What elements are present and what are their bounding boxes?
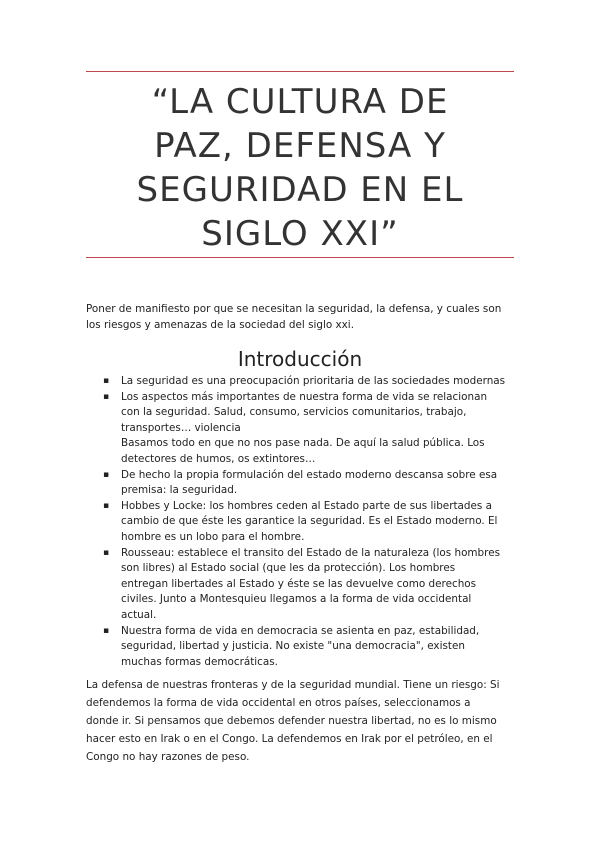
list-item-line: De hecho la propia formulación del estado moderno descansa sobre esa: [121, 468, 498, 481]
list-item-line: detectores de humos, os extintores…: [121, 452, 316, 465]
list-item-line: actual.: [121, 608, 157, 621]
intro-paragraph: [86, 301, 526, 333]
list-item-line: hombre es un lobo para el hombre.: [121, 530, 305, 543]
list-item-line: Rousseau: establece el transito del Estado de la naturaleza (los hombres: [121, 546, 500, 559]
list-item-line: Hobbes y Locke: los hombres ceden al Estado parte de sus libertades a: [121, 499, 492, 512]
bullet-icon: ▪: [103, 500, 110, 511]
list-item: [86, 624, 526, 671]
title-line: “LA CULTURA DE: [151, 82, 449, 122]
list-item-line: seguridad, libertad y justicia. No existe "una democracia", existen: [121, 640, 465, 653]
bullet-icon: ▪: [103, 391, 110, 402]
list-item-line: Los aspectos más importantes de nuestra forma de vida se relacionan: [121, 390, 488, 403]
list-item-line: son libres) al Estado social (que les da protección). Los hombres: [121, 562, 456, 575]
bullet-list: [86, 374, 526, 670]
list-item: [86, 546, 526, 624]
list-item-line: muchas formas democráticas.: [121, 655, 278, 668]
list-item: [86, 390, 526, 468]
title-bottom-rule: [86, 257, 514, 258]
list-item: [86, 499, 526, 546]
list-item: [86, 374, 526, 390]
list-item-line: La seguridad es una preocupación prioritaria de las sociedades modernas: [121, 375, 506, 387]
title-line: SEGURIDAD EN EL: [136, 170, 464, 210]
list-item-line: transportes… violencia: [121, 421, 241, 434]
closing-paragraph: [86, 676, 526, 766]
list-item-line: cambio de que éste les garantice la seguridad. Es el Estado moderno. El: [121, 515, 498, 528]
title-line: PAZ, DEFENSA Y: [154, 126, 446, 166]
closing-line: defendemos la forma de vida occidental en otros países, seleccionamos a: [86, 697, 471, 709]
closing-line: La defensa de nuestras fronteras y de la seguridad mundial. Tiene un riesgo: Si: [86, 679, 500, 691]
list-item-line: civiles. Junto a Montesquieu llegamos a la forma de vida occidental: [121, 593, 472, 606]
closing-line: Congo no hay razones de peso.: [86, 751, 250, 763]
closing-line: hacer esto en Irak o en el Congo. La defendemos en Irak por el petróleo, en el: [86, 733, 493, 745]
intro-line: los riesgos y amenazas de la sociedad del siglo xxi.: [86, 319, 355, 331]
list-item-line: Nuestra forma de vida en democracia se asienta en paz, estabilidad,: [121, 624, 480, 637]
document-title: [86, 80, 514, 256]
list-item-line: premisa: la seguridad.: [121, 484, 238, 497]
list-item-line: entregan libertades al Estado y éste se las devuelve como derechos: [121, 577, 477, 590]
bullet-icon: ▪: [103, 469, 110, 480]
list-item-line: Basamos todo en que no nos pase nada. De aquí la salud pública. Los: [121, 437, 485, 450]
list-item-line: con la seguridad. Salud, consumo, servicios comunitarios, trabajo,: [121, 406, 467, 419]
title-line: SIGLO XXI”: [201, 214, 399, 254]
bullet-icon: ▪: [103, 547, 110, 558]
bullet-icon: ▪: [103, 625, 110, 636]
list-item: [86, 468, 526, 499]
section-heading: Introducción: [237, 347, 363, 371]
intro-line: Poner de manifiesto por que se necesitan la seguridad, la defensa, y cuales son: [86, 303, 502, 315]
closing-line: donde ir. Si pensamos que debemos defender nuestra libertad, no es lo mismo: [86, 715, 497, 727]
title-top-rule: [86, 71, 514, 72]
bullet-icon: ▪: [103, 376, 110, 386]
